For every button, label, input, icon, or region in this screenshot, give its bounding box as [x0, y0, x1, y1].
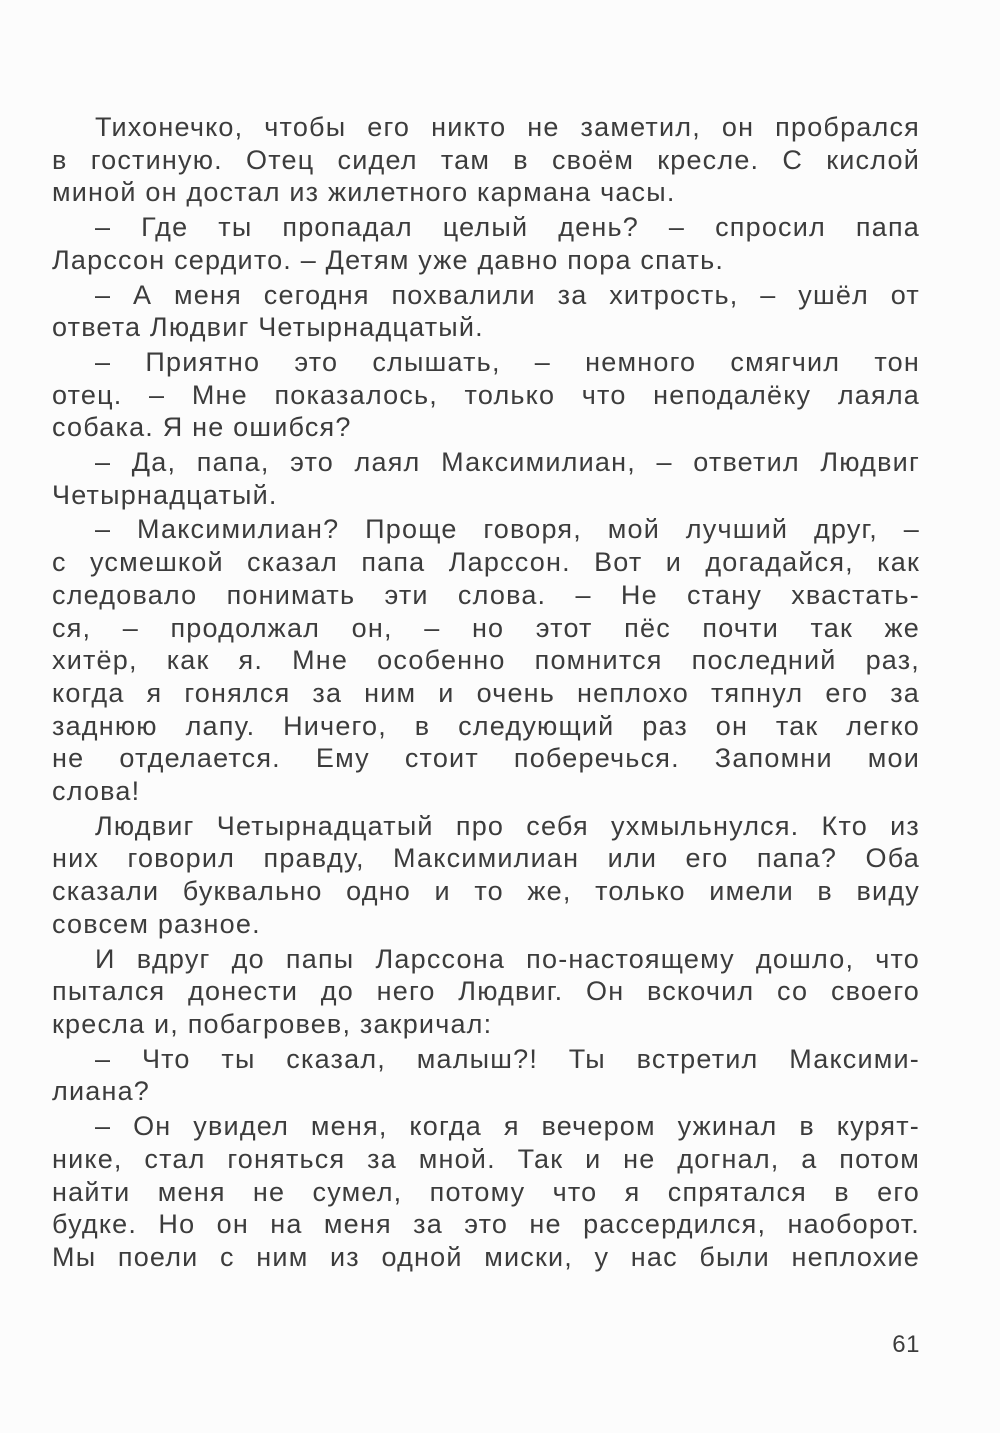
text-line: Мы поели с ним из одной миски, у нас были неплохие: [52, 1241, 920, 1272]
paragraph: [52, 810, 920, 941]
text-line: нике, стал гоняться за мной. Так и не догнал, а потом: [52, 1143, 920, 1174]
paragraph: [52, 513, 920, 807]
text-line: лиана?: [52, 1076, 150, 1107]
text-line: сказали буквально одно и то же, только имели в виду: [52, 876, 920, 907]
text-line: Четырнадцатый.: [52, 479, 278, 510]
text-line: – Он увидел меня, когда я вечером ужинал в курят-: [95, 1111, 920, 1142]
text-line: пытался донести до него Людвиг. Он вскочил со своего: [52, 976, 920, 1007]
text-line: ся, – продолжал он, – но этот пёс почти так же: [52, 612, 920, 643]
text-line: – Максимилиан? Проще говоря, мой лучший друг, –: [95, 514, 920, 545]
text-line: кресла и, побагровев, закричал:: [52, 1008, 493, 1039]
text-line: – Что ты сказал, малыш?! Ты встретил Максими-: [95, 1043, 920, 1074]
text-line: И вдруг до папы Ларссона по-настоящему дошло, что: [95, 943, 920, 974]
text-line: – Да, папа, это лаял Максимилиан, – ответил Людвиг: [95, 447, 920, 478]
paragraph: [52, 1110, 920, 1274]
text-line: хитёр, как я. Мне особенно помнится последний раз,: [52, 645, 920, 676]
text-line: найти меня не сумел, потому что я спрятался в его: [52, 1176, 920, 1207]
text-line: – А меня сегодня похвалили за хитрость, – ушёл от: [95, 279, 920, 310]
text-line: Тихонечко, чтобы его никто не заметил, он пробрался: [95, 112, 920, 142]
paragraph: [52, 943, 920, 1041]
paragraph: [52, 211, 920, 276]
text-line: заднюю лапу. Ничего, в следующий раз он так легко: [52, 710, 920, 741]
text-line: слова!: [52, 776, 141, 807]
text-line: с усмешкой сказал папа Ларссон. Вот и догадайся, как: [52, 547, 920, 578]
text-line: них говорил правду, Максимилиан или его папа? Оба: [52, 843, 920, 874]
text-line: не отделается. Ему стоит поберечься. Запомни мои: [52, 743, 920, 774]
text-line: – Где ты пропадал целый день? – спросил папа: [95, 212, 920, 243]
paragraph: [52, 279, 920, 344]
text-line: когда я гонялся за ним и очень неплохо тяпнул его за: [52, 677, 920, 708]
paragraph: [52, 1043, 920, 1108]
text-line: – Приятно это слышать, – немного смягчил тон: [95, 346, 920, 377]
paragraph: [52, 346, 920, 444]
text-line: будке. Но он на меня за это не рассердился, наоборот.: [52, 1209, 920, 1240]
text-line: Ларссон сердито. – Детям уже давно пора спать.: [52, 244, 725, 275]
paragraph: [52, 446, 920, 511]
text-line: в гостиную. Отец сидел там в своём кресле. С кислой: [52, 144, 920, 175]
text-line: Людвиг Четырнадцатый про себя ухмыльнулся. Кто из: [95, 810, 920, 841]
page-body-text: [52, 111, 920, 1276]
text-line: следовало понимать эти слова. – Не стану хвастать-: [52, 579, 920, 610]
text-line: ответа Людвиг Четырнадцатый.: [52, 312, 484, 343]
paragraph: [52, 111, 920, 209]
page-number: 61: [892, 1331, 920, 1358]
text-line: миной он достал из жилетного кармана часы.: [52, 177, 676, 208]
text-line: отец. – Мне показалось, только что неподалёку лаяла: [52, 379, 920, 410]
text-line: собака. Я не ошибся?: [52, 412, 352, 443]
text-line: совсем разное.: [52, 908, 261, 939]
